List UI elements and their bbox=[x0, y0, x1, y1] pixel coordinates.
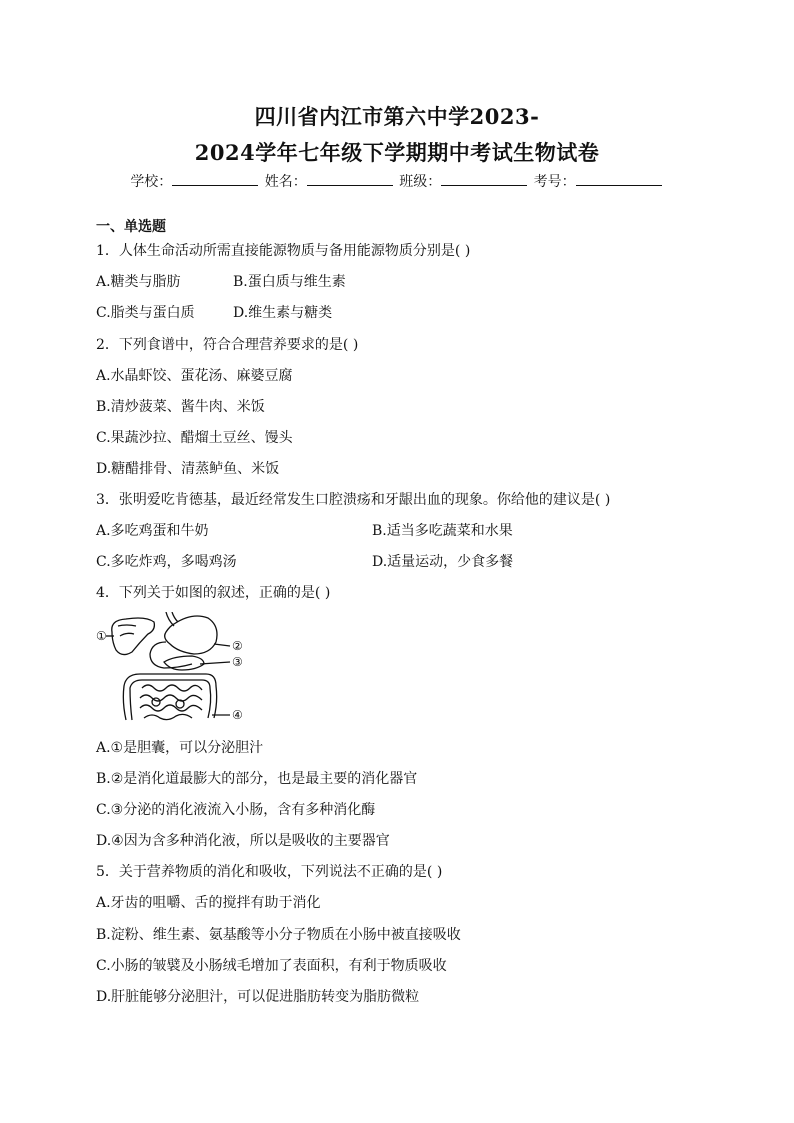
question-4-option-c: C.③分泌的消化液流入小肠，含有多种消化酶 bbox=[96, 802, 376, 818]
question-3-option-a: A.多吃鸡蛋和牛奶 bbox=[96, 523, 209, 539]
name-label: 姓名： bbox=[264, 174, 307, 190]
name-blank bbox=[307, 173, 393, 186]
small-intestine-loop-1 bbox=[152, 698, 160, 706]
question-5-option-a: A.牙齿的咀嚼、舌的搅拌有助于消化 bbox=[96, 895, 321, 911]
liver-detail-1 bbox=[118, 625, 136, 626]
question-4-option-d: D.④因为含多种消化液，所以是吸收的主要器官 bbox=[96, 833, 390, 849]
question-3-option-c: C.多吃炸鸡，多喝鸡汤 bbox=[96, 554, 237, 570]
question-1-option-d: D.维生素与糖类 bbox=[233, 305, 333, 321]
question-5-stem: 5．关于营养物质的消化和吸收，下列说法不正确的是( ) bbox=[96, 864, 443, 880]
label-1: ① bbox=[96, 629, 107, 643]
section-heading: 一、单选题 bbox=[96, 219, 166, 235]
exam-title-line2: 2024学年七年级下学期期中考试生物试卷 bbox=[194, 140, 600, 165]
liver-detail-2 bbox=[120, 633, 134, 636]
question-2-option-a: A.水晶虾饺、蛋花汤、麻婆豆腐 bbox=[96, 368, 293, 384]
question-3-option-d: D.适量运动，少食多餐 bbox=[372, 554, 514, 570]
label-2: ② bbox=[232, 639, 243, 653]
digestive-system-figure bbox=[96, 612, 248, 724]
question-1-option-b: B.蛋白质与维生素 bbox=[233, 274, 346, 290]
number-label: 考号： bbox=[533, 174, 576, 190]
question-5-option-b: B.淀粉、维生素、氨基酸等小分子物质在小肠中被直接吸收 bbox=[96, 927, 461, 943]
question-5-option-d: D.肝脏能够分泌胆汁，可以促进脂肪转变为脂肪微粒 bbox=[96, 989, 420, 1005]
question-1-option-a: A.糖类与脂肪 bbox=[96, 274, 181, 290]
small-intestine-coil-1 bbox=[142, 685, 202, 691]
question-1-stem: 1．人体生命活动所需直接能源物质与备用能源物质分别是( ) bbox=[96, 243, 471, 259]
esophagus-shape bbox=[172, 612, 178, 622]
question-2-option-b: B.清炒菠菜、酱牛肉、米饭 bbox=[96, 399, 265, 415]
label-4: ④ bbox=[232, 708, 243, 722]
question-4-stem: 4．下列关于如图的叙述，正确的是( ) bbox=[96, 585, 331, 601]
exam-title-line1: 四川省内江市第六中学2023- bbox=[254, 104, 540, 129]
question-1-option-c: C.脂类与蛋白质 bbox=[96, 305, 195, 321]
leader-line-2 bbox=[214, 644, 230, 646]
digestive-system-diagram bbox=[96, 612, 248, 724]
question-4-option-b: B.②是消化道最膨大的部分，也是最主要的消化器官 bbox=[96, 771, 418, 787]
duodenum-shape bbox=[150, 642, 192, 668]
number-blank bbox=[576, 173, 662, 186]
school-blank bbox=[172, 173, 258, 186]
small-intestine-coil-4 bbox=[144, 714, 192, 719]
question-3-stem: 3．张明爱吃肯德基，最近经常发生口腔溃疡和牙龈出血的现象。你给他的建议是( ) bbox=[96, 492, 611, 508]
question-5-option-c: C.小肠的皱襞及小肠绒毛增加了表面积，有利于物质吸收 bbox=[96, 958, 447, 974]
pancreas-shape bbox=[164, 656, 204, 670]
label-3: ③ bbox=[232, 655, 243, 669]
liver-shape bbox=[112, 618, 155, 655]
stomach-shape bbox=[165, 616, 217, 654]
question-2-option-d: D.糖醋排骨、清蒸鲈鱼、米饭 bbox=[96, 461, 280, 477]
question-3-option-b: B.适当多吃蔬菜和水果 bbox=[372, 523, 513, 539]
question-2-option-c: C.果蔬沙拉、醋熘土豆丝、馒头 bbox=[96, 430, 293, 446]
small-intestine-coil-3 bbox=[140, 705, 202, 711]
small-intestine-coil-2 bbox=[140, 695, 202, 701]
student-info-row bbox=[0, 171, 794, 191]
school-label: 学校： bbox=[130, 174, 173, 190]
class-blank bbox=[441, 173, 527, 186]
question-2-stem: 2．下列食谱中，符合合理营养要求的是( ) bbox=[96, 337, 359, 353]
class-label: 班级： bbox=[399, 174, 442, 190]
question-4-option-a: A.①是胆囊，可以分泌胆汁 bbox=[96, 740, 264, 756]
